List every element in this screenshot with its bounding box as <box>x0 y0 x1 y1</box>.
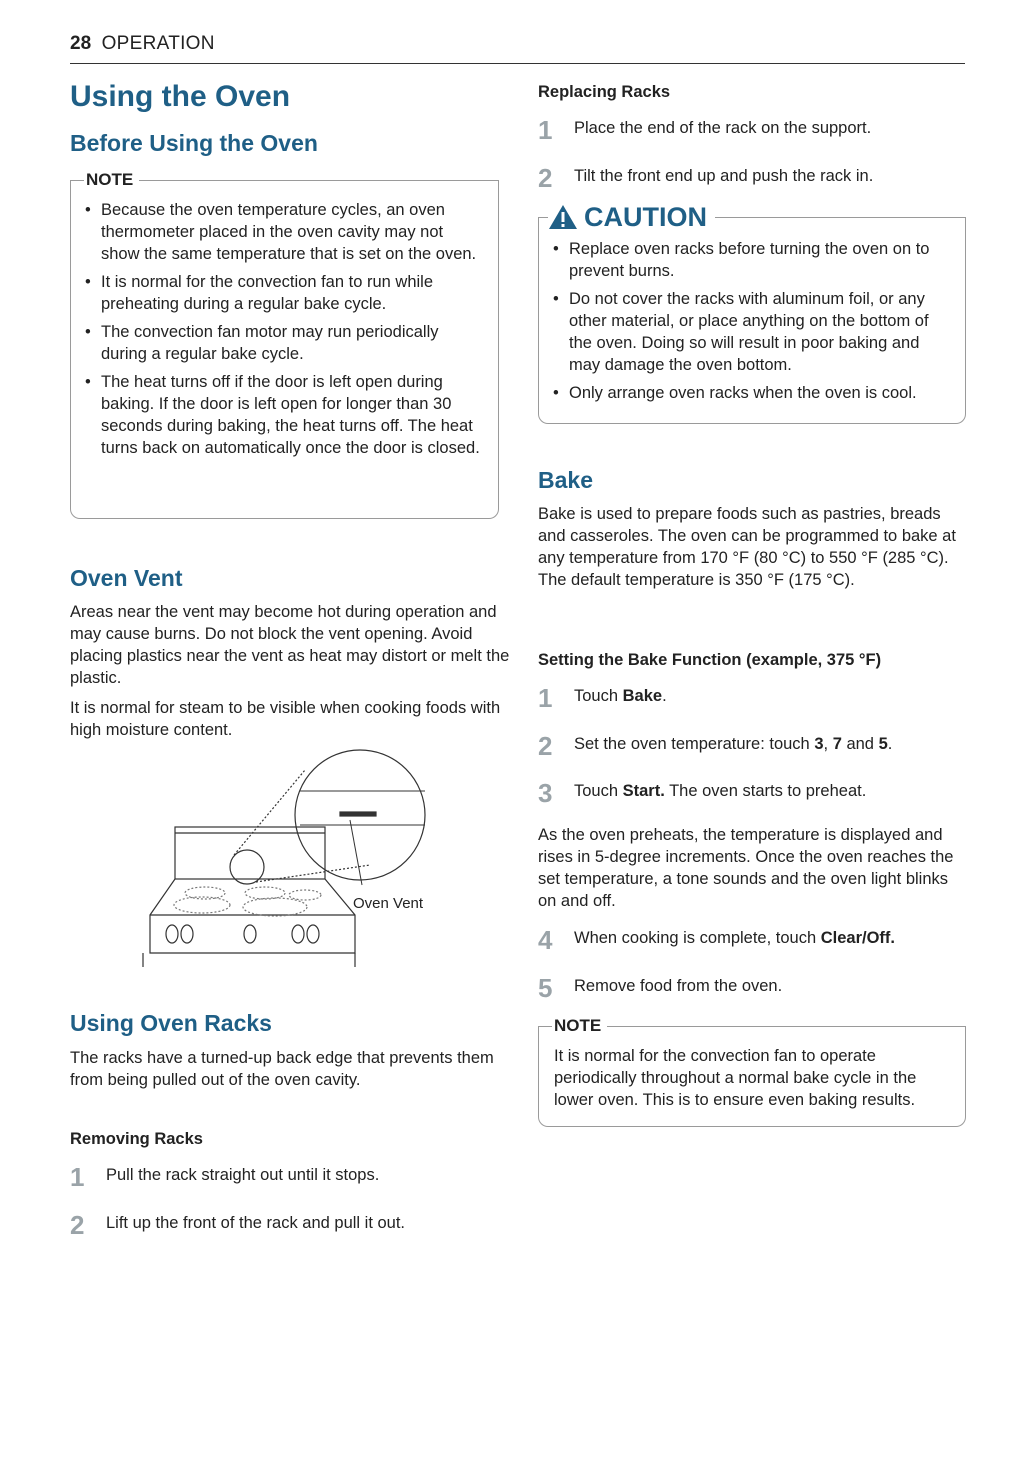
bake-step-3 <box>538 780 866 806</box>
step-text: Remove food from the oven. <box>574 977 783 995</box>
note-label: NOTE <box>552 1016 607 1036</box>
step-text: Touch Bake. <box>574 687 667 705</box>
step-text: Touch Start. The oven starts to preheat. <box>574 782 867 800</box>
removing-step-2 <box>70 1212 405 1238</box>
bake-note-box <box>538 1016 966 1127</box>
caution-label: CAUTION <box>584 201 707 232</box>
page-title: Using the Oven <box>70 80 291 113</box>
step-number: 1 <box>538 683 553 713</box>
note-label: NOTE <box>84 170 139 190</box>
oven-drawing <box>140 745 440 970</box>
replacing-racks-heading: Replacing Racks <box>538 83 671 101</box>
caution-item: • Replace oven racks before turning the oven on to prevent burns. <box>549 238 954 282</box>
note-item: • The convection fan motor may run periodically during a regular bake cycle. <box>81 321 486 365</box>
step-number: 2 <box>538 731 553 761</box>
bake-step-5 <box>538 975 782 1001</box>
caution-box <box>538 201 966 424</box>
replacing-step-2 <box>538 165 873 191</box>
section-title: OPERATION <box>101 33 215 54</box>
bake-step-2 <box>538 733 892 759</box>
warning-icon <box>548 204 578 230</box>
note-item: • The heat turns off if the door is left open during baking. If the door is left open for longer than 30 seconds during baking, the heat turns off. The heat turns back on automatically once the door is closed. <box>81 371 486 459</box>
note-item: • Because the oven temperature cycles, an oven thermometer placed in the oven cavity may not show the same temperature that is set on the oven. <box>81 199 486 265</box>
step-number: 1 <box>538 115 553 145</box>
step-text: Pull the rack straight out until it stops. <box>106 1166 380 1184</box>
bake-step-1 <box>538 685 667 711</box>
oven-vent-illustration <box>140 745 440 970</box>
setting-bake-heading: Setting the Bake Function (example, 375 °F) <box>538 651 882 669</box>
caution-item: • Do not cover the racks with aluminum foil, or any other material, or place anything on the bottom of the oven. Doing so will result in poor baking and may damage the oven bottom. <box>549 288 954 376</box>
bake-paragraph: Bake is used to prepare foods such as pastries, breads and casseroles. The oven can be programmed to bake at any temperature from 170 °F (80 °C) to 550 °F (285 °C). The default temperature is 350 °F (175 °C). <box>538 505 956 589</box>
step-number: 4 <box>538 925 553 955</box>
note-item: • It is normal for the convection fan to run while preheating during a regular bake cycle. <box>81 271 486 315</box>
step-text: When cooking is complete, touch Clear/Off. <box>574 929 895 947</box>
step-number: 1 <box>70 1162 85 1192</box>
oven-racks-heading: Using Oven Racks <box>70 1010 272 1036</box>
step-number: 2 <box>70 1210 85 1240</box>
step-text: Tilt the front end up and push the rack in. <box>574 167 874 185</box>
oven-vent-paragraph-2: It is normal for steam to be visible when cooking foods with high moisture content. <box>70 699 501 739</box>
removing-racks-heading: Removing Racks <box>70 1130 203 1148</box>
caution-item: • Only arrange oven racks when the oven is cool. <box>549 382 954 404</box>
step-text: Set the oven temperature: touch 3, 7 and 5. <box>574 735 893 753</box>
step-number: 3 <box>538 778 553 808</box>
oven-vent-paragraph: Areas near the vent may become hot during operation and may cause burns. Do not block the vent opening. Avoid placing plastics near the vent as heat may distort or melt the plastic. <box>70 603 510 687</box>
replacing-step-1 <box>538 117 871 143</box>
removing-step-1 <box>70 1164 379 1190</box>
note-box <box>70 170 499 519</box>
step-text: Lift up the front of the rack and pull it out. <box>106 1214 406 1232</box>
step-text: Place the end of the rack on the support. <box>574 119 872 137</box>
bake-step-4 <box>538 927 895 953</box>
oven-vent-heading: Oven Vent <box>70 565 183 591</box>
caution-title <box>548 202 715 233</box>
page-number: 28 <box>70 33 92 54</box>
before-heading: Before Using the Oven <box>70 130 318 156</box>
bake-note-text: It is normal for the convection fan to operate periodically throughout a normal bake cycle in the lower oven. This is to ensure even baking results. <box>554 1047 917 1109</box>
preheat-paragraph: As the oven preheats, the temperature is displayed and rises in 5-degree increments. Once the oven reaches the set temperature, a tone sounds and the oven light blinks on and off. <box>538 826 954 910</box>
step-number: 5 <box>538 973 553 1003</box>
step-number: 2 <box>538 163 553 193</box>
page-header <box>70 33 965 64</box>
bake-heading: Bake <box>538 467 593 493</box>
oven-racks-paragraph: The racks have a turned-up back edge that prevents them from being pulled out of the oven cavity. <box>70 1049 494 1089</box>
figure-label: Oven Vent <box>353 895 424 912</box>
